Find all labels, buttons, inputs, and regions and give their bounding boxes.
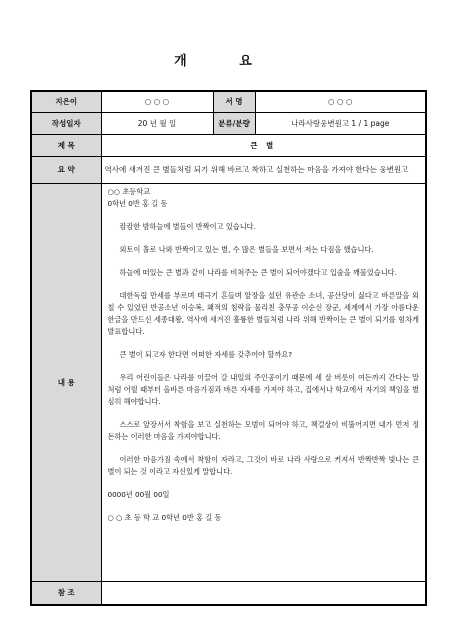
date-value: 20 년 월 일: [101, 112, 213, 134]
school-line: ○○ 초등학교: [107, 186, 151, 196]
reviewer-value: ○ ○ ○: [255, 91, 426, 112]
overview-form: [30, 90, 427, 606]
author-value: ○ ○ ○: [101, 91, 213, 112]
date-line: 0000년 00월 00일: [107, 489, 170, 499]
note-value: [101, 581, 426, 605]
summary-label: 요 약: [31, 156, 101, 183]
paragraph: 우리 어린이들은 나라를 이끌어 갈 내일의 주인공이기 때문에 세 살 버릇이 여든까지 간다는 말처럼 어릴 때부터 올바른 마음가짐과 바른 자세를 가져야 하고, 집에서나 학교에서 자기의 책임을 별심히 해야합니다.: [107, 372, 419, 406]
category-label: 분류/분량: [213, 112, 255, 134]
author-label: 지은이: [31, 91, 101, 112]
content-body: [101, 183, 426, 581]
paragraph: 스스로 앞장서서 착함을 보고 실천하는 모범이 되어야 하고, 책걸상이 비뚤어지면 내가 먼저 정돈하는 이러한 마음을 가져야합니다.: [107, 419, 419, 441]
class-line: 0학년 0반 홍 길 동: [107, 198, 168, 208]
subject-label: 제 목: [31, 134, 101, 156]
paragraph: 외토이 홀로 나와 반짝이고 있는 별, 수 많은 별들을 보면서 저는 다짐을 했습니다.: [119, 244, 374, 254]
signature-line: ○ ○ 초 등 학 교 0학년 0반 홍 길 동: [107, 512, 222, 522]
note-label: 참 조: [31, 581, 101, 605]
paragraph: 캄캄한 밤하늘에 별들이 반짝이고 있습니다.: [119, 221, 256, 231]
paragraph: 큰 별이 되고자 한다면 어떠한 자세를 갖추어야 할까요?: [119, 349, 293, 359]
paragraph: 하늘에 떠있는 큰 별과 같이 나라를 비쳐주는 큰 별이 되어야겠다고 입술을 깨물었습니다.: [119, 267, 397, 277]
subject-value: 큰 별: [101, 134, 426, 156]
summary-value: 역사에 새겨진 큰 별들처럼 되기 위해 바르고 착하고 실천하는 마음을 가져야 한다는 웅변원고: [101, 156, 426, 183]
date-label: 작성일자: [31, 112, 101, 134]
content-label: 내 용: [31, 183, 101, 581]
category-value: 나라사랑웅변원고 1 / 1 page: [255, 112, 426, 134]
reviewer-label: 서 명: [213, 91, 255, 112]
paragraph: 이러한 마음가짐 속에서 착함이 자라고, 그것이 바로 나라 사랑으로 커져서 반짝반짝 빛나는 큰 별이 되는 것 이라고 자신있게 말합니다.: [107, 454, 419, 476]
page-title: 개 요: [174, 54, 276, 69]
paragraph: 대한독립 만세를 부르며 태극기 흔들며 앞장을 섰던 유관순 소녀, 공산당이 싫다고 바른말을 외칠 수 있었던 반공소년 이승복, 왜적의 침략을 물리친 충무공 이순신 장군, 세계에서 가장 아름다운 한글을 만드신 세종대왕, 역사에 새겨진 훌륭한 별들처럼 나라 위해 반짝이는 큰 별이 되기를 힘차게 발표합니다.: [107, 290, 419, 336]
